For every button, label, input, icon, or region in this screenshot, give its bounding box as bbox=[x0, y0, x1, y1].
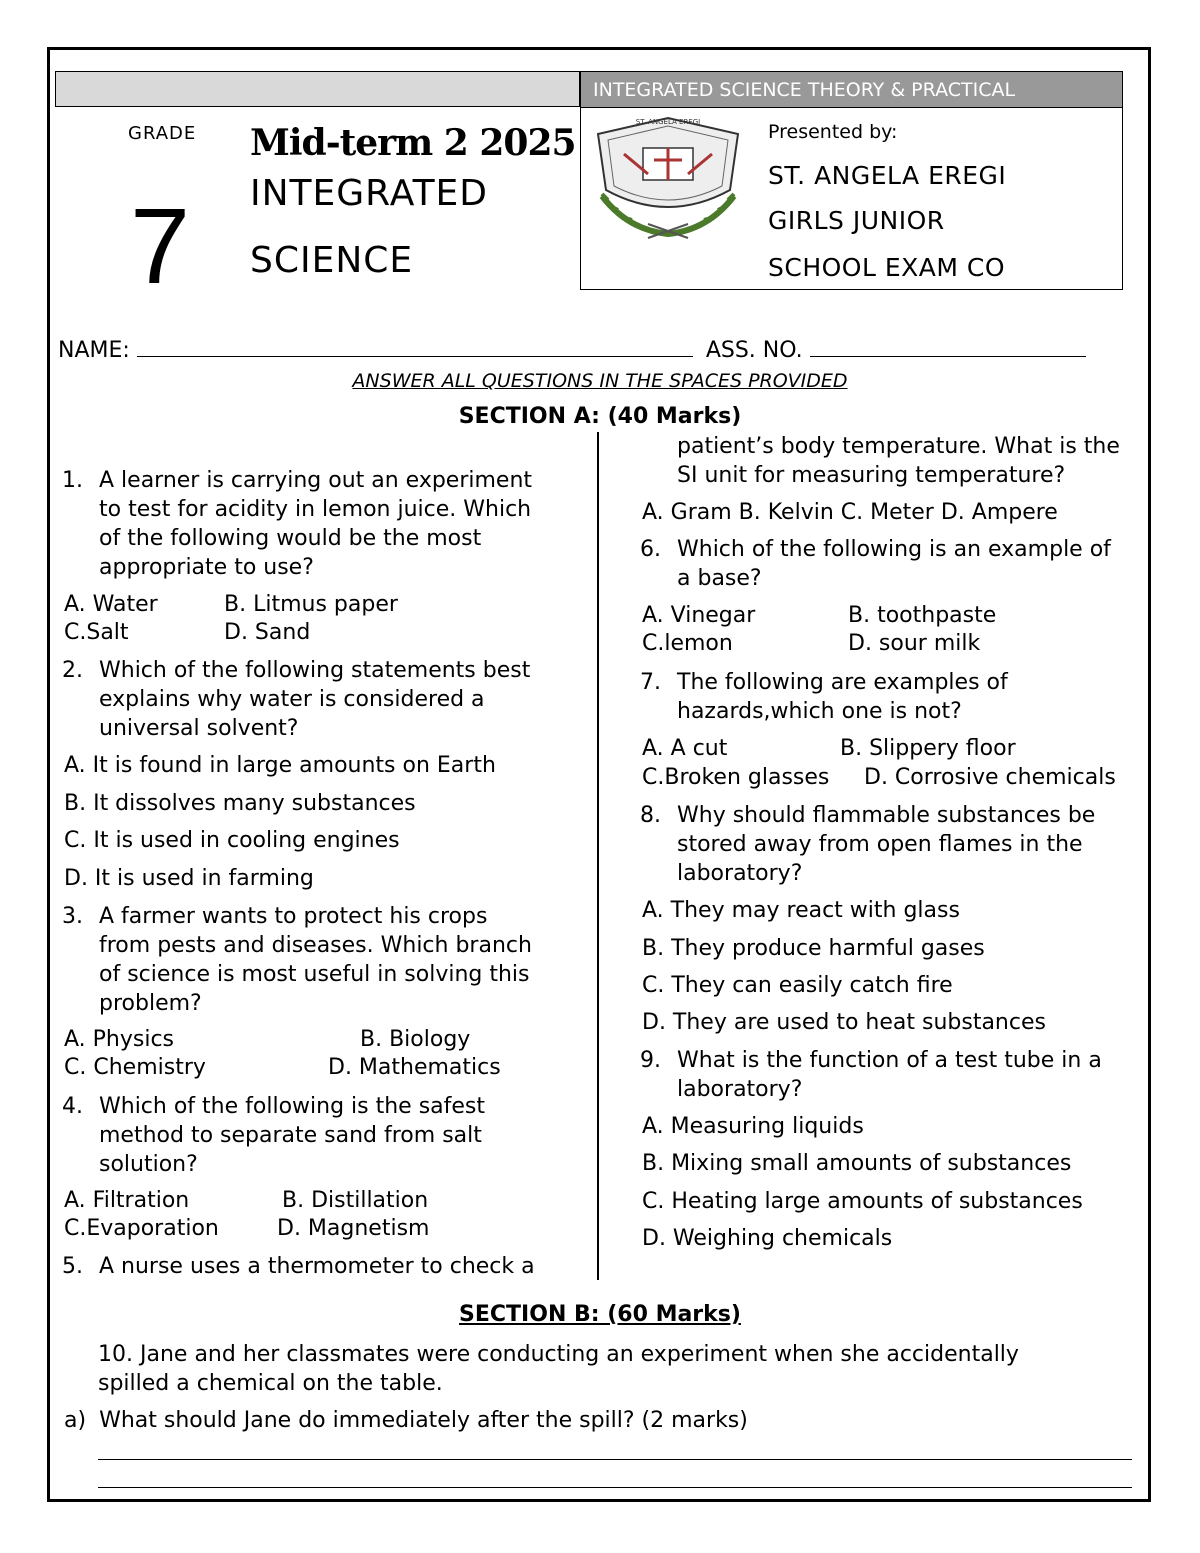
header-banner: INTEGRATED SCIENCE THEORY & PRACTICAL bbox=[580, 71, 1123, 108]
question-7: 7. The following are examples of hazards,which one is not? bbox=[640, 670, 1008, 724]
q4-option-d[interactable]: D. Magnetism bbox=[277, 1216, 430, 1241]
subject-line-2: SCIENCE bbox=[250, 240, 414, 281]
q5-options[interactable]: A. Gram B. Kelvin C. Meter D. Ampere bbox=[642, 500, 1058, 525]
header-strip bbox=[55, 71, 580, 107]
grade-label: GRADE bbox=[128, 123, 197, 144]
q7-option-c[interactable]: C.Broken glasses bbox=[642, 765, 830, 790]
name-field[interactable] bbox=[137, 334, 693, 357]
q8-option-b[interactable]: B. They produce harmful gases bbox=[642, 936, 985, 961]
q9-option-d[interactable]: D. Weighing chemicals bbox=[642, 1226, 893, 1251]
q8-option-c[interactable]: C. They can easily catch fire bbox=[642, 973, 953, 998]
question-5: 5. A nurse uses a thermometer to check a bbox=[62, 1254, 535, 1279]
exam-title: Mid-term 2 2025 bbox=[250, 122, 576, 164]
school-name-line-1: ST. ANGELA EREGI bbox=[768, 161, 1007, 190]
name-label: NAME: bbox=[58, 338, 130, 363]
question-10a: a) What should Jane do immediately after the spill? (2 marks) bbox=[64, 1408, 748, 1433]
q9-option-b[interactable]: B. Mixing small amounts of substances bbox=[642, 1151, 1072, 1176]
q7-option-d[interactable]: D. Corrosive chemicals bbox=[864, 765, 1116, 790]
q2-option-d[interactable]: D. It is used in farming bbox=[64, 866, 314, 891]
student-info-row bbox=[58, 334, 1086, 363]
q4-option-b[interactable]: B. Distillation bbox=[282, 1188, 429, 1213]
question-10: 10. Jane and her classmates were conducting an experiment when she accidentally spilled a chemical on the table. bbox=[98, 1342, 1019, 1396]
logo-text: ST. ANGELA EREGI bbox=[635, 118, 701, 126]
question-8: 8. Why should flammable substances be stored away from open flames in the laboratory? bbox=[640, 803, 1096, 886]
q7-option-b[interactable]: B. Slippery floor bbox=[840, 736, 1016, 761]
q8-option-a[interactable]: A. They may react with glass bbox=[642, 898, 960, 923]
q1-option-d[interactable]: D. Sand bbox=[224, 620, 311, 645]
subject-line-1: INTEGRATED bbox=[250, 173, 489, 214]
section-b-title: SECTION B: (60 Marks) bbox=[459, 1302, 741, 1327]
school-name-line-3: SCHOOL EXAM CO bbox=[768, 253, 1006, 282]
section-a-title: SECTION A: (40 Marks) bbox=[458, 404, 742, 429]
school-logo bbox=[588, 112, 748, 242]
instructions: ANSWER ALL QUESTIONS IN THE SPACES PROVIDED bbox=[352, 370, 848, 392]
question-5-continued: patient’s body temperature. What is the SI unit for measuring temperature? bbox=[677, 434, 1120, 488]
q3-option-b[interactable]: B. Biology bbox=[360, 1027, 471, 1052]
question-6: 6. Which of the following is an example of a base? bbox=[640, 537, 1111, 591]
q4-option-a[interactable]: A. Filtration bbox=[64, 1188, 190, 1213]
grade-number: 7 bbox=[130, 185, 191, 306]
q9-option-a[interactable]: A. Measuring liquids bbox=[642, 1114, 864, 1139]
question-2: 2. Which of the following statements best explains why water is considered a universal solvent? bbox=[62, 658, 531, 741]
ass-no-field[interactable] bbox=[810, 334, 1086, 357]
question-1: 1. A learner is carrying out an experiment to test for acidity in lemon juice. Which of the following would be the most appropriate to use? bbox=[62, 468, 533, 580]
question-4: 4. Which of the following is the safest method to separate sand from salt solution? bbox=[62, 1094, 486, 1177]
q1-option-b[interactable]: B. Litmus paper bbox=[224, 592, 398, 617]
q8-option-d[interactable]: D. They are used to heat substances bbox=[642, 1010, 1046, 1035]
q2-option-c[interactable]: C. It is used in cooling engines bbox=[64, 828, 400, 853]
q3-option-a[interactable]: A. Physics bbox=[64, 1027, 175, 1052]
school-name-line-2: GIRLS JUNIOR bbox=[768, 206, 945, 235]
answer-line-2[interactable] bbox=[98, 1487, 1132, 1488]
q2-option-a[interactable]: A. It is found in large amounts on Earth bbox=[64, 753, 496, 778]
q7-option-a[interactable]: A. A cut bbox=[642, 736, 728, 761]
q6-option-a[interactable]: A. Vinegar bbox=[642, 603, 756, 628]
q6-option-b[interactable]: B. toothpaste bbox=[848, 603, 997, 628]
q3-option-c[interactable]: C. Chemistry bbox=[64, 1055, 206, 1080]
question-9: 9. What is the function of a test tube in a laboratory? bbox=[640, 1048, 1102, 1102]
q2-option-b[interactable]: B. It dissolves many substances bbox=[64, 791, 416, 816]
q1-option-a[interactable]: A. Water bbox=[64, 592, 158, 617]
q6-option-d[interactable]: D. sour milk bbox=[848, 631, 981, 656]
column-divider bbox=[597, 432, 599, 1280]
presented-by: Presented by: bbox=[768, 121, 898, 143]
q1-option-c[interactable]: C.Salt bbox=[64, 620, 129, 645]
q4-option-c[interactable]: C.Evaporation bbox=[64, 1216, 219, 1241]
q6-option-c[interactable]: C.lemon bbox=[642, 631, 733, 656]
answer-line-1[interactable] bbox=[98, 1459, 1132, 1460]
ass-no-label: ASS. NO. bbox=[705, 338, 803, 363]
q9-option-c[interactable]: C. Heating large amounts of substances bbox=[642, 1189, 1083, 1214]
q3-option-d[interactable]: D. Mathematics bbox=[328, 1055, 501, 1080]
question-3: 3. A farmer wants to protect his crops from pests and diseases. Which branch of science is most useful in solving this problem? bbox=[62, 904, 532, 1016]
